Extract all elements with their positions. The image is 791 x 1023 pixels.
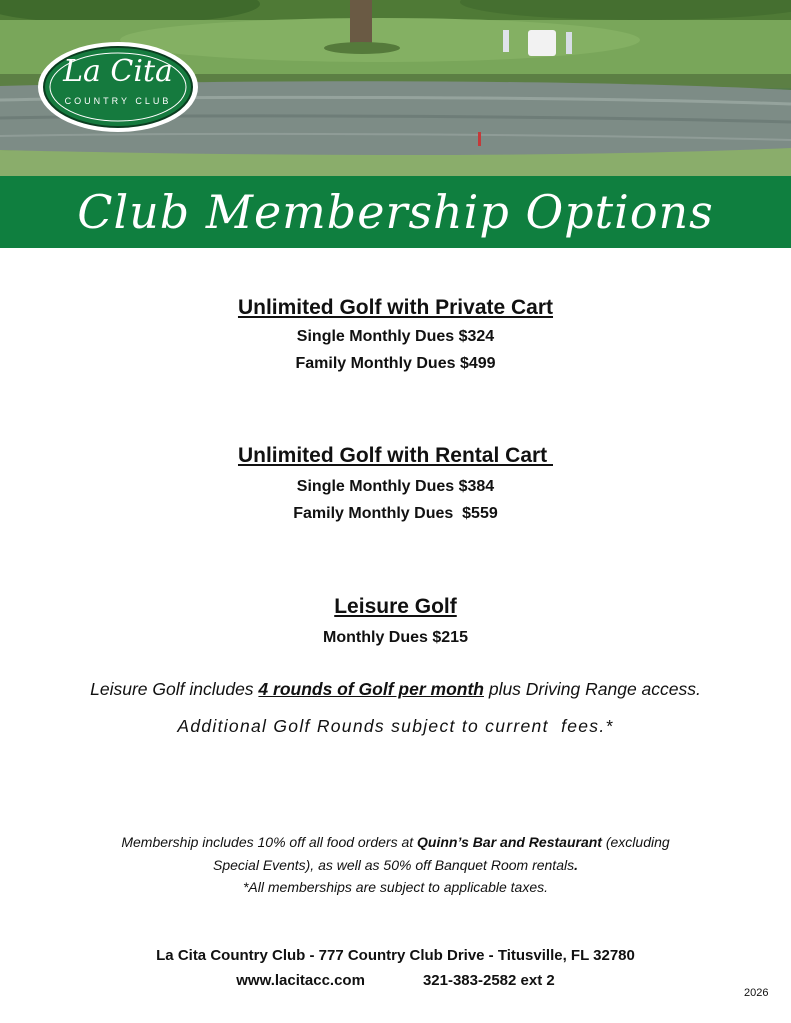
dues-line: Family Monthly Dues $559 — [293, 505, 498, 522]
leisure-note-prefix: Leisure Golf includes — [90, 679, 259, 699]
footer-contact — [0, 972, 791, 989]
membership-note-text: Special Events), as well as 50% off Banquet Room rentals — [213, 857, 575, 873]
section-private-cart — [0, 296, 791, 373]
leisure-note-highlight: 4 rounds of Golf per month — [258, 679, 484, 699]
section-rental-cart — [0, 444, 791, 523]
dues-line: Single Monthly Dues $324 — [296, 328, 495, 345]
tax-note: *All memberships are subject to applicable taxes. — [242, 879, 549, 895]
restaurant-name: Quinn’s Bar and Restaurant — [417, 834, 602, 850]
dues-line: Single Monthly Dues $384 — [296, 478, 495, 495]
dues-line: Monthly Dues $215 — [323, 629, 468, 646]
membership-note-text: (excluding — [601, 834, 670, 850]
dues-line: Family Monthly Dues $499 — [295, 355, 496, 372]
additional-rounds-note: Additional Golf Rounds subject to current fees.* — [177, 716, 614, 736]
club-logo — [36, 40, 200, 134]
phone-number[interactable]: 321-383-2582 ext 2 — [422, 972, 555, 989]
website-link[interactable]: www.lacitacc.com — [236, 972, 365, 989]
section-title: Leisure Golf — [334, 595, 457, 618]
page-title: Club Membership Options — [77, 185, 714, 239]
logo-subtext: COUNTRY CLUB — [64, 96, 172, 106]
leisure-note-suffix: plus Driving Range access. — [483, 679, 701, 699]
footer-address: La Cita Country Club - 777 Country Club Drive - Titusville, FL 32780 — [156, 947, 635, 964]
leisure-note — [0, 679, 791, 700]
section-title: Unlimited Golf with Rental Cart — [237, 444, 553, 467]
logo-script-text: La Cita — [63, 54, 173, 89]
membership-note-period: . — [574, 857, 578, 873]
membership-note-text: Membership includes 10% off all food orders at — [121, 834, 418, 850]
membership-note-line-2 — [0, 857, 791, 873]
section-leisure-golf — [0, 595, 791, 647]
year-label: 2026 — [744, 987, 769, 999]
section-title: Unlimited Golf with Private Cart — [237, 296, 554, 319]
membership-note-line-1 — [0, 834, 791, 850]
